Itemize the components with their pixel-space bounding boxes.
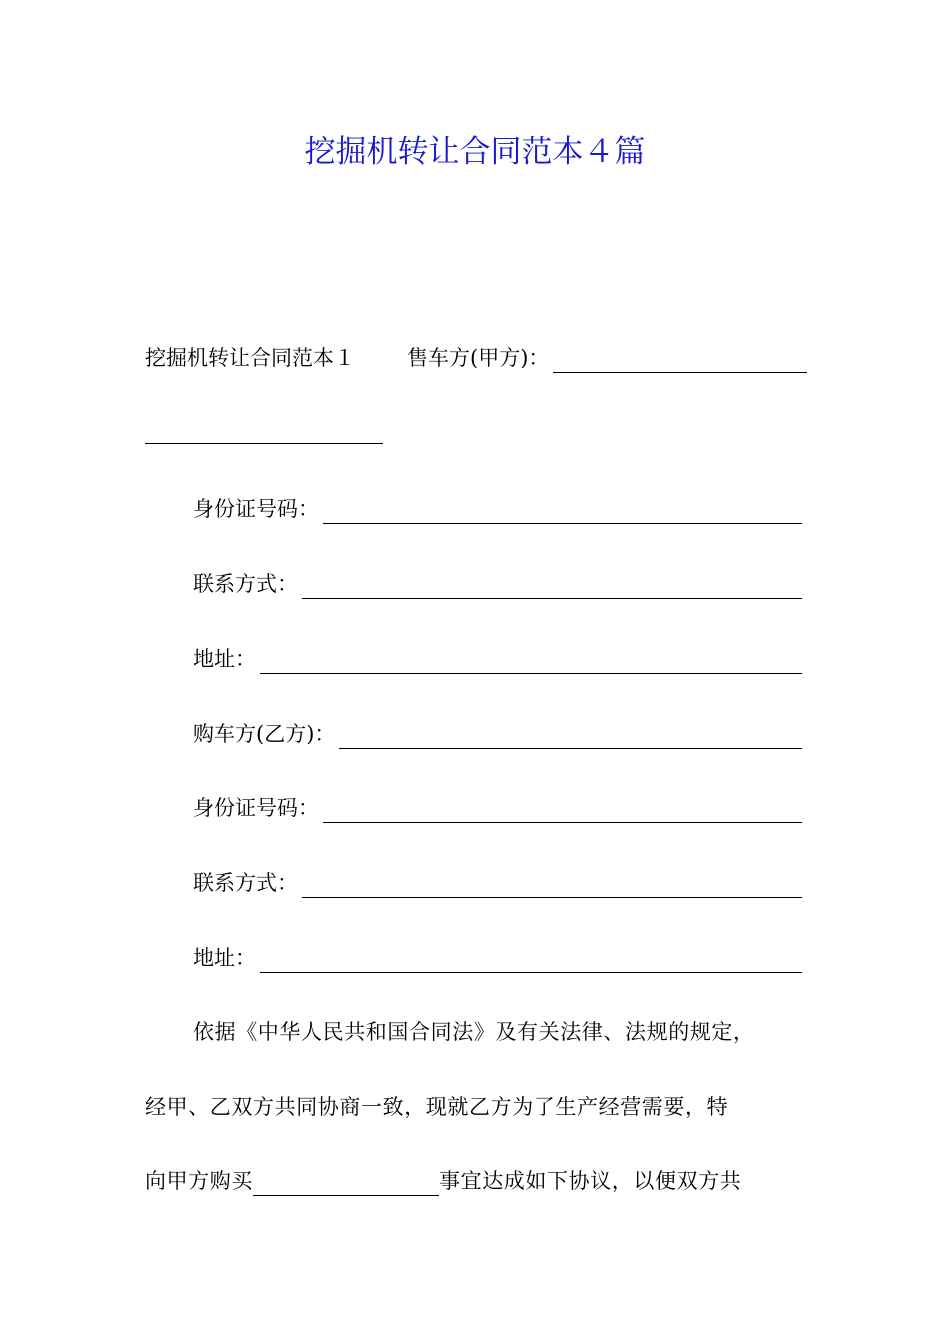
- buyer-name-field: [193, 719, 802, 749]
- paragraph-line-3: [145, 1166, 741, 1196]
- buyer-id-blank[interactable]: [323, 800, 802, 823]
- seller-address-field: [193, 644, 802, 674]
- buyer-address-field: [193, 943, 802, 973]
- buyer-contact-blank[interactable]: [302, 875, 802, 898]
- buyer-id-field: [193, 793, 802, 823]
- seller-label: 售车方(甲方)：: [407, 346, 550, 370]
- field-label: 身份证号码：: [193, 796, 319, 820]
- paragraph-text: 事宜达成如下协议，以便双方共: [439, 1169, 742, 1193]
- seller-contact-blank[interactable]: [302, 576, 802, 599]
- buyer-name-blank[interactable]: [339, 726, 802, 749]
- seller-address-blank[interactable]: [260, 651, 802, 674]
- field-label: 购车方(乙方)：: [193, 722, 336, 746]
- field-label: 身份证号码：: [193, 497, 319, 521]
- seller-name-blank[interactable]: [553, 350, 807, 373]
- purchase-item-blank[interactable]: [253, 1173, 439, 1196]
- buyer-address-blank[interactable]: [260, 950, 802, 973]
- section-heading: 挖掘机转让合同范本１: [145, 346, 355, 370]
- seller-id-field: [193, 494, 802, 524]
- paragraph-line-2: 经甲、乙双方共同协商一致，现就乙方为了生产经营需要，特: [145, 1095, 729, 1119]
- paragraph-line-1: 依据《中华人民共和国合同法》及有关法律、法规的规定，: [193, 1020, 755, 1044]
- field-label: 联系方式：: [193, 871, 298, 895]
- field-label: 地址：: [193, 946, 256, 970]
- paragraph-text: 向甲方购买: [145, 1169, 253, 1193]
- field-label: 地址：: [193, 647, 256, 671]
- document-title: 挖掘机转让合同范本４篇: [304, 134, 646, 170]
- buyer-contact-field: [193, 868, 802, 898]
- seller-id-blank[interactable]: [323, 501, 802, 524]
- field-label: 联系方式：: [193, 572, 298, 596]
- seller-name-blank-continued[interactable]: [145, 443, 383, 444]
- seller-contact-field: [193, 569, 802, 599]
- section-heading-line: [145, 343, 807, 373]
